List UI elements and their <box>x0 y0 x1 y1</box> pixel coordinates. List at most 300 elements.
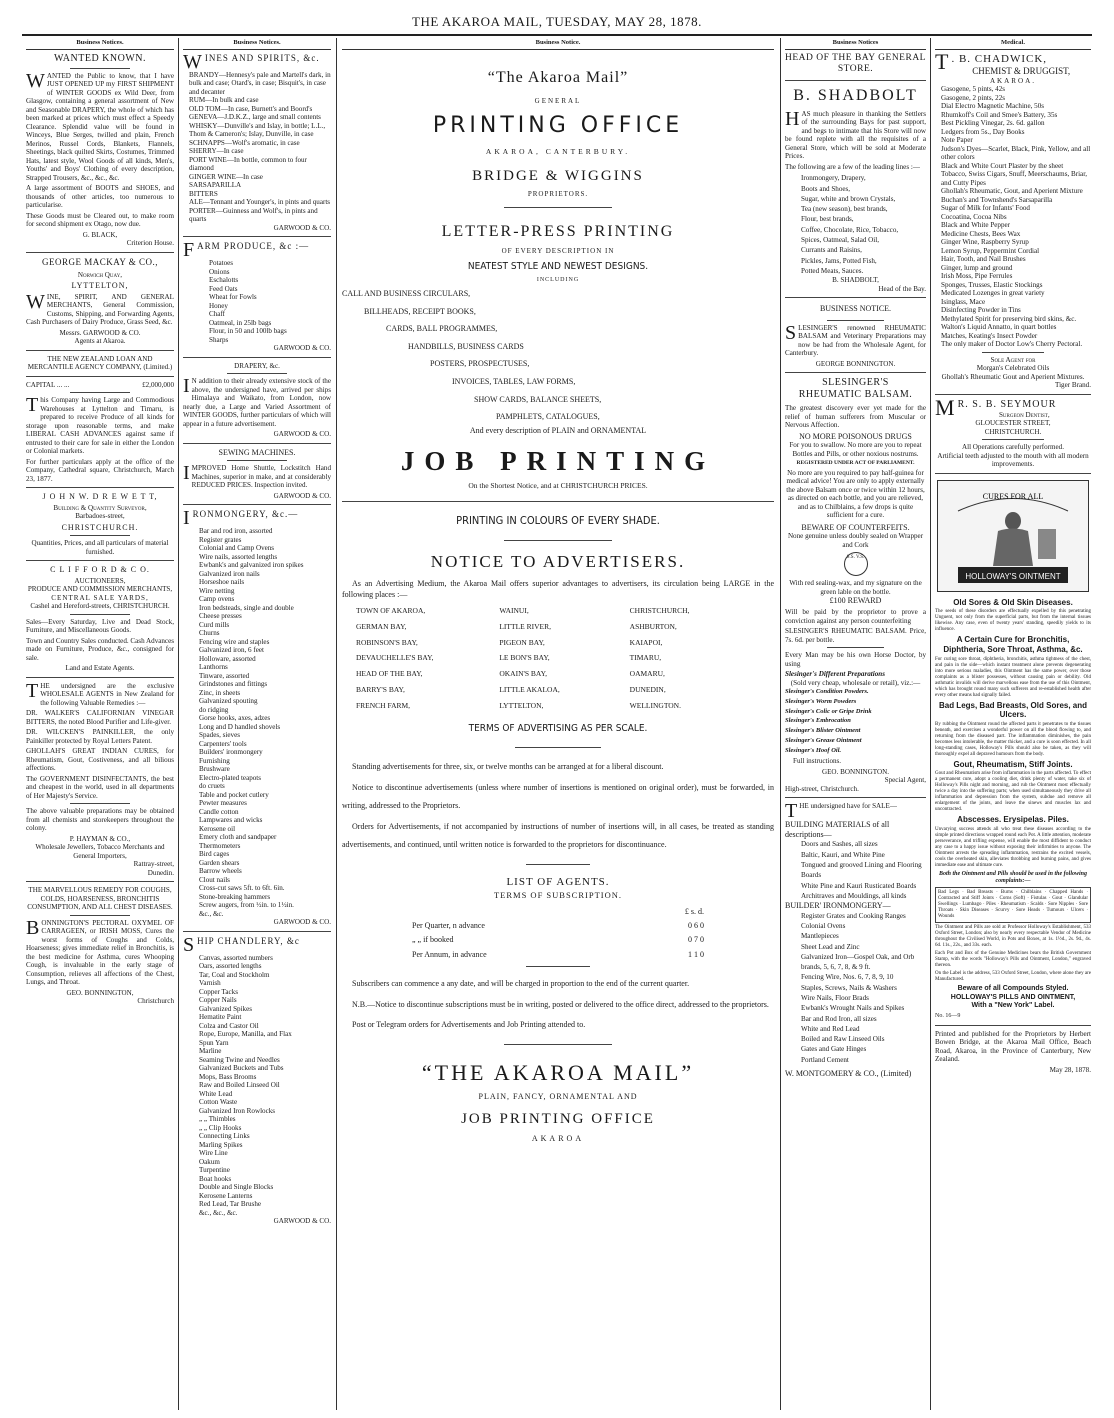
ship-item: Copper Tacks <box>199 987 238 996</box>
iron-item: do ridging <box>199 705 229 714</box>
ship-item: Colza and Castor Oil <box>199 1021 259 1030</box>
farm-item: Onions <box>209 267 230 276</box>
beware-body: None genuine unless doubly sealed on Wrapper and Cork <box>787 532 924 549</box>
akaroa-mail-title-2: “THE AKAROA MAIL” <box>421 1060 695 1086</box>
wanted-title: WANTED KNOWN. <box>53 52 147 64</box>
ship-item: „ „ Clip Hooks <box>199 1123 242 1132</box>
h-pills: HOLLOWAY'S PILLS AND OINTMENT, <box>950 993 1076 1001</box>
nb-note: N.B.—Notice to discontinue subscriptions must be in writing, posted or delivered to the office direct, addressed to the proprietors. <box>352 999 769 1009</box>
town-name: TOWN OF AKAROA, <box>356 606 426 616</box>
hayman-item: The GOVERNMENT DISINFECTANTS, the best and cheapest in the world, used in all departments of Her Majesty's Service. <box>26 774 174 800</box>
shortest-notice: On the Shortest Notice, and at CHRISTCHURCH PRICES. <box>468 481 648 491</box>
chadwick-item: Methylated Spirit for preserving bird skins, &c. <box>941 314 1077 323</box>
h-sores-body: The seeds of these disorders are effectually expelled by this penetrating Unguent, not only from the superficial parts, but from the internal tissues likewise. Any case, even of twenty years' standing, speedily yields to its influence. <box>935 609 1091 633</box>
subs-row: Per Quarter, n advance 0 6 0 <box>412 921 704 931</box>
ship-item: Galvanized Buckets and Tubs <box>199 1064 284 1073</box>
builder-item: Colonial Ovens <box>801 922 846 931</box>
iron-item: Table and pocket cutlery <box>199 790 269 799</box>
sale-ad: THE undersigned have for SALE— <box>785 800 897 823</box>
wanted-ad-2: A large assortment of BOOTS and SHOES, and thousands of other articles, too numerous to particularise. <box>26 184 174 210</box>
iron-item: Emery cloth and sandpaper <box>199 833 277 842</box>
h-stamp: Each Pot and Box of the Genuine Medicines bears the British Government Stamp, with the words "Holloway's Pills and Ointment, London," engraved thereon. <box>935 951 1091 969</box>
black-place: Criterion House. <box>126 239 174 248</box>
town-name: OKAIN'S BAY, <box>499 669 547 679</box>
iron-item: Ewbank's and galvanized iron spikes <box>199 561 304 570</box>
farm-item: Flour, in 50 and 100lb bags <box>209 327 287 336</box>
column-3 <box>342 38 774 1410</box>
iron-item: Gorse hooks, axes, adzes <box>199 714 271 723</box>
wine-item: SCHNAPPS—Wolf's aromatic, in case <box>189 138 300 147</box>
farm-item: Honey <box>209 301 228 310</box>
h-gout-body: Gout and Rheumatism arise from inflammation in the parts affected. To effect a permanent cure, adopt a cooling diet, drink plenty of water, take six of Holloway's Pills night and morning, and rub the Ointment most effectually twice a day into the suffering parts; when used simultaneously they drive all inflammation and depression from the system, subdue and remove all enlargement of the joints, and leave the sinews and muscles lax and uncontracted. <box>935 771 1091 813</box>
chadwick-item: Ledgers from 5s., Day Books <box>941 127 1025 136</box>
iron-list <box>183 527 331 918</box>
iron-item: Electro-plated teapots <box>199 773 262 782</box>
garwood-sign: GARWOOD & CO. <box>273 344 331 353</box>
wine-item: WHISKY—Dunville's and Islay, in bottle; L.L., Thom & Cameron's; Islay, Dunville, in case <box>189 121 326 139</box>
ship-item: Galvanized Iron Rowlocks <box>199 1106 276 1115</box>
chadwick-item: Dial Electro Magnetic Machine, 50s <box>941 102 1045 111</box>
footer-date: May 28, 1878. <box>1049 1065 1091 1074</box>
print-items <box>342 285 774 426</box>
town-name: BARRY'S BAY, <box>356 684 405 694</box>
shadbolt-list <box>785 173 926 276</box>
printing-office: PRINTING OFFICE <box>432 113 684 139</box>
ship-item: Mops, Bass Brooms <box>199 1072 257 1081</box>
hayman-sub: Wholesale Jewellers, Tobacco Merchants and General Importers, <box>35 843 165 860</box>
slesinger-title: SLESINGER'S <box>822 377 889 389</box>
towns-grid <box>342 606 774 710</box>
h-abs-body: Unvarying success attends all who treat these diseases according to the simple printed directions wrapped round each Pot. A little attention, moderate perseverance, and trifling expense, will enable the most diffident to conduct any case to a happy issue without exposing their infirmities to anyone. The Ointment arrests the spreading inflammation, restrains the excited vessels, cools the overheated skin, alleviates throbbing and burning pains, and gives immediate ease and ultimate cure. <box>935 826 1091 868</box>
print-item: BILLHEADS, RECEIPT BOOKS, <box>364 306 476 316</box>
chadwick-sub: CHEMIST & DRUGGIST, <box>972 65 1071 76</box>
holloway-illustration <box>937 480 1089 592</box>
ship-item: Tar, Coal and Stockholm <box>199 970 270 979</box>
seymour-town: CHRISTCHURCH. <box>984 427 1042 436</box>
chadwick-item: Rhumkoff's Coil and Smee's Battery, 35s <box>941 110 1058 119</box>
slesinger-disc: The greatest discovery ever yet made for the relief of human sufferers from Muscular or Nervous Affection. <box>785 404 926 430</box>
ship-item: Marline <box>199 1047 222 1056</box>
shadbolt-item: Tea (new season), best brands, <box>801 205 888 214</box>
iron-item: Bar and rod iron, assorted <box>199 527 273 536</box>
iron-item: Register grates <box>199 535 242 544</box>
ship-item: Spun Yarn <box>199 1038 229 1047</box>
iron-item: Furnishing <box>199 756 230 765</box>
column-rule <box>336 38 337 1410</box>
sole-agent: Sole Agent for <box>990 355 1036 364</box>
wine-item: GINGER WINE—In case <box>189 172 263 181</box>
ship-item: Oars, assorted lengths <box>199 962 262 971</box>
bonnington-ad: BONNINGTON'S PECTORAL OXYMEL OF CARRAGEEN, or IRISH MOSS, Cures the worst forms of Coughs and Colds, Hoarseness; gives immediate relief in Bronchitis, is the best medicine for Asthma, cures Whooping Cough, is invaluable in the early stage of Consumption, relieves all affections of the Chest, Lungs, and Throat. <box>26 916 174 987</box>
drapery-ad: I N addition to their already extensive stock of the above, the undersigned have, arrived per ships Himalaya and Waikato, from London, now nearly due, a Large and Varied Assortment of WINTER GOODS, further particulars of which will appear in a future advertisement. <box>183 375 331 428</box>
including: INCLUDING <box>536 277 580 284</box>
column-rule <box>930 38 931 1410</box>
h-cure-body: For curing sore throat, diphtheria, bronchitis, asthma tightness of the chest, and pain in the side—which instant treatment alone prevents degenerating into more serious maladies, this Ointment has the same power, over those complaints as a blister possesses, without causing pain or debility. Old asthmatic invalids will derive marvellous ease from the use of this Ointment, which has brought round many such sufferers and re-established health after every other means had signally failed. <box>935 656 1091 698</box>
hayman-item: DR. WILCKEN'S PAINKILLER, the only Painkiller protected by Royal Letters Patent. <box>26 728 174 745</box>
subs-row: Per Annum, in advance 1 1 0 <box>412 949 704 959</box>
no-more-title: NO MORE POISONOUS DRUGS <box>799 431 912 441</box>
seymour-sub: Surgeon Dentist, <box>998 410 1050 419</box>
chadwick-item: Walton's Liquid Annatto, in quart bottles <box>941 323 1057 332</box>
farm-item: Wheat for Fowls <box>209 293 257 302</box>
farm-item: Feed Oats <box>209 284 238 293</box>
ship-item: Double and Single Blocks <box>199 1183 274 1192</box>
ship-item: Marling Spikes <box>199 1140 243 1149</box>
iron-item: Wire nails, assorted lengths <box>199 552 278 561</box>
akaroa-mail-title: “The Akaroa Mail” <box>487 69 629 87</box>
shadbolt-item: Potted Meats, Sauces. <box>801 266 864 275</box>
job-printing-office: JOB PRINTING OFFICE <box>461 1111 655 1128</box>
post-note: Post or Telegram orders for Advertisements and Job Printing attended to. <box>352 1020 586 1029</box>
chadwick-item: Buchan's and Townshend's Sarsaparilla <box>941 195 1053 204</box>
akaroa-canterbury: AKAROA, CANTERBURY. <box>485 146 631 156</box>
farm-item: Oatmeal, in 25lb bags <box>209 318 272 327</box>
chadwick-item: Hair, Tooth, and Nail Brushes <box>941 255 1026 264</box>
column-2 <box>183 38 331 1410</box>
chadwick-item: Matches, Keating's Insect Powder <box>941 331 1038 340</box>
discontinue: Notice to discontinue advertisements (unless where number of insertions is mentioned on original order), must be forwarded, in writing, addressed to the Proprietors. <box>342 782 774 811</box>
town-name: LE BON'S BAY, <box>499 653 550 663</box>
bonnington-town: Christchurch <box>137 997 174 1006</box>
clifford-title: C L I F F O R D & C O. <box>50 565 150 575</box>
drewett-street: Barbadoes-street, <box>75 512 125 521</box>
hayman-item: GHOLLAH'S GREAT INDIAN CURES, for Rheumatism, Gout, Costiveness, and all bilious affections. <box>26 747 174 773</box>
builder-item: Ewbank's Wrought Nails and Spikes <box>801 1004 905 1013</box>
colours: PRINTING IN COLOURS OF EVERY SHADE. <box>456 513 660 527</box>
mackay-agents-2: Agents at Akaroa. <box>74 337 126 346</box>
town-name: OAMARU, <box>629 669 665 679</box>
proprietors: PROPRIETORS. <box>527 190 589 199</box>
building-item: Tongued and grooved Lining and Flooring Boards <box>801 861 922 880</box>
plain-fancy: PLAIN, FANCY, ORNAMENTAL AND <box>478 1091 638 1101</box>
reward-body: Will be paid by the proprietor to prove a conviction against any person counterfeiting <box>785 608 926 625</box>
column-rule <box>780 38 781 1410</box>
iron-item: Lanthorns <box>199 663 228 672</box>
town-name: GERMAN BAY, <box>356 621 407 631</box>
black-sign: G. BLACK, <box>82 230 118 239</box>
wanted-ad: WANTED the Public to know, that I have JUST OPENED UP my FIRST SHIPMENT of WINTER GOODS ex Wild Deer, from Glasgow, containing a general assortment of New and Seasonable DRAPERY, the whole of which has been marked at prices which must effect a Speedy Clearance. Splendid value will be found in Winceys, Blue Serges, twilled and plain, French Merinos, Russel Cords, Blankets, Flannels, Sheetings, black quilted Skirts, Costumes, Trimmed Hats, latest style, Wool Goods of all kinds, Men's, Youths' and Boys' Clothing of every description, Strapped Trousers, &c., &c., &c. <box>26 69 174 182</box>
shadbolt-item: Boots and Shoes, <box>801 184 851 193</box>
job-printing: JOB PRINTING <box>400 446 716 477</box>
chadwick-item: Ginger Wine, Raspberry Syrup <box>941 238 1029 247</box>
general-label: GENERAL <box>534 97 582 106</box>
wine-item: PORTER—Guinness and Wolf's, in pints and quarts <box>189 206 318 224</box>
builder-item: Wire Nails, Floor Brads <box>801 994 869 1003</box>
subs-table: £ s. d. Per Quarter, n advance 0 6 0 „ „ if booked 0 7 0 Per Annum, in advance 1 1 0 <box>408 905 708 963</box>
wine-item: BRANDY—Hennesy's pale and Martell's dark, in bulk and case; Otard's, in case; Bisquit's, in case and decanter <box>189 70 331 96</box>
beware-title: BEWARE OF COUNTERFEITS. <box>801 522 910 532</box>
iron-item: Pewter measures <box>199 799 247 808</box>
builder-item: Portland Cement <box>801 1055 849 1064</box>
every-plain: And every description of PLAIN and ORNAMENTAL <box>469 425 647 435</box>
town-name: LITTLE RIVER, <box>499 621 551 631</box>
full-instructions: Full instructions. <box>793 757 842 766</box>
iron-item: Long and D handled shovels <box>199 722 281 731</box>
hayman-item: DR. WALKER'S CALIFORNIAN VINEGAR BITTERS, the noted Blood Purifier and Life-giver. <box>26 709 174 726</box>
builder-item: Boiled and Raw Linseed Oils <box>801 1035 885 1044</box>
clifford-body: Sales—Every Saturday, Live and Dead Stock, Furniture, and Miscellaneous Goods. <box>26 617 174 635</box>
town-name: LYTTELTON, <box>499 700 544 710</box>
svg-text:HOLLOWAY'S OINTMENT: HOLLOWAY'S OINTMENT <box>965 571 1061 581</box>
price-line: SLESINGER'S RHEUMATIC BALSAM. Price, 7s. 6d. per bottle. <box>785 627 926 644</box>
every-description: OF EVERY DESCRIPTION IN <box>501 247 615 256</box>
garwood-sign: GARWOOD & CO. <box>273 223 331 232</box>
shadbolt-ad-2: The following are a few of the leading lines :— <box>785 162 920 171</box>
mackay-town: LYTTELTON, <box>71 281 129 291</box>
nzloan-title: THE NEW ZEALAND LOAN AND MERCANTILE AGENCY COMPANY, (Limited.) <box>27 354 173 372</box>
shadbolt-ad: HAS much pleasure in thanking the Settlers of the surrounding Bays for past support, and begs to intimate that his Store will now be found replete with all the requisites of a General Store, which will be sold at Moderate Prices. <box>785 107 926 161</box>
chadwick-item: Tobacco, Swiss Cigars, Snuff, Meerschaums, Briar, and Cutty Pipes <box>941 170 1088 187</box>
garwood-sign: GARWOOD & CO. <box>273 430 331 439</box>
town-name: ASHBURTON, <box>629 621 677 631</box>
chadwick-item: Disinfecting Powder in Tins <box>941 306 1021 315</box>
ship-item: Wire Line <box>199 1149 228 1158</box>
diff-prep: Slesinger's Different Preparations <box>785 670 885 679</box>
wines-list <box>183 71 331 224</box>
section-header: Medical. <box>935 38 1091 50</box>
hayman-body-2: The above valuable preparations may be obtained from all chemists and storekeepers throughout the colony. <box>26 807 174 833</box>
standing: Standing advertisements for three, six, or twelve months can be arranged at for a liberal discount. <box>352 762 664 772</box>
iron-item: Galvanized iron, 6 feet <box>199 646 264 655</box>
town-name: WELLINGTON. <box>629 700 681 710</box>
iron-item: Churns <box>199 629 220 638</box>
garwood-sign: GARWOOD & CO. <box>273 491 331 500</box>
section-header: Business Notice. <box>342 38 774 50</box>
ship-item: Varnish <box>199 979 221 988</box>
building-title: BUILDING MATERIALS of all descriptions— <box>785 820 890 839</box>
print-item: HANDBILLS, BUSINESS CARDS <box>408 341 524 351</box>
wine-item: BITTERS <box>189 189 218 198</box>
capital-line: CAPITAL ... ... £2,000,000 <box>26 380 174 389</box>
builder-item: Gates and Gate Hinges <box>801 1045 867 1054</box>
sole-body: Morgan's Celebrated Oils <box>976 364 1050 373</box>
mackay-ad: WINE, SPIRIT, AND GENERAL MERCHANTS, General Commission, Customs, Shipping, and Forwarding Agents, Cash Purchasers of Dairy Produce, Grass Seed, &c. <box>26 290 174 327</box>
seymour-title: M R. S. B. SEYMOUR <box>935 394 1057 420</box>
iron-item: Builders' ironmongery <box>199 748 263 757</box>
iron-item: Horseshoe nails <box>199 578 245 587</box>
clifford-body-2: Town and Country Sales conducted. Cash Advances made on Furniture, Produce, &c., consigned for sale. <box>26 636 174 662</box>
iron-item: Cheese presses <box>199 612 242 621</box>
builder-item: Mantlepieces <box>801 932 839 941</box>
chadwick-title: T . B. CHADWICK, <box>935 48 1048 74</box>
prep-item: Slesinger's Worm Powders <box>785 697 857 705</box>
chadwick-item: Ginger, lump and ground <box>941 263 1013 272</box>
iron-item: &c., &c. <box>199 909 224 918</box>
terms-label: TERMS OF ADVERTISING AS PER SCALE. <box>468 723 648 735</box>
h-legs: Bad Legs, Bad Breasts, Old Sores, and Ulcers. <box>938 700 1088 720</box>
prep-item: Slesinger's Embrocation <box>785 717 851 725</box>
ship-item: Cotton Waste <box>199 1098 238 1107</box>
hayman-ad: THE undersigned are the exclusive WHOLESALE AGENTS in New Zealand for the following Valuable Remedies :— <box>26 679 174 707</box>
iron-item: Barrow wheels <box>199 867 242 876</box>
iron-item: Colonial and Camp Ovens <box>199 544 275 553</box>
drewett-sub: Building & Quantity Surveyor, <box>53 503 147 512</box>
drewett-body: Quantities, Prices, and all particulars of material furnished. <box>31 539 169 556</box>
builder-item: Staples, Screws, Nails & Washers <box>801 983 897 992</box>
iron-item: Holloware, assorted <box>199 654 256 663</box>
shadbolt-item: Coffee, Chocolate, Rice, Tobacco, <box>801 225 899 234</box>
geo-sign: GEO. BONNINGTON. <box>821 767 890 776</box>
chadwick-item: Irish Moss, Pipe Ferrules <box>941 272 1013 281</box>
chadwick-item: The only maker of Doctor Low's Cherry Pectoral. <box>941 340 1083 349</box>
mackay-agents: Messrs. GARWOOD & CO. <box>59 328 141 337</box>
hob-title: HEAD OF THE BAY GENERAL STORE. <box>785 52 926 75</box>
iron-item: Kerosene oil <box>199 824 236 833</box>
iron-item: Bird cages <box>199 850 230 859</box>
diff-prep-body: (Sold very cheap, wholesale or retail), viz.:— <box>790 678 921 687</box>
wine-item: SHERRY—In case <box>189 147 244 156</box>
reward: £100 REWARD <box>829 596 882 606</box>
nzloan-ad: This Company having Large and Commodious Warehouses at Lyttelton and Timaru, is prepared to receive Produce of all kinds for storage upon reasonable terms, and make LIBERAL CASH ADVANCES against same if entrusted to their care for sale in either the London or Colonial markets. <box>26 394 174 456</box>
ship-item: Rope, Europe, Manilla, and Flax <box>199 1030 292 1039</box>
bridge-wiggins: BRIDGE & WIGGINS <box>472 167 644 184</box>
no-more-body: For you to swallow. No more are you to repeat Bottles and Pills, or other noxious nostrums. <box>789 441 922 458</box>
column-rule <box>178 38 179 1410</box>
marvel-title: THE MARVELLOUS REMEDY FOR COUGHS, COLDS, HOARSENESS, BRONCHITIS CONSUMPTION, AND ALL CHEST DISEASES. <box>27 886 173 912</box>
section-header: Business Notices <box>785 38 926 50</box>
iron-item: Carpenters' tools <box>199 739 247 748</box>
chadwick-item: Note Paper <box>941 136 973 145</box>
wine-item: OLD TOM—In case, Burnett's and Boord's <box>189 104 313 113</box>
no-more-body-2: No more are you required to pay half-guinea for medical advice! You are only to apply externally the above Balsam once or twice within 12 hours, as directed on each bottle, and you are relieved, and as to Chilblains, a few drops is quite sufficient for a cure. <box>786 468 925 520</box>
shadbolt-item: Ironmongery, Drapery, <box>801 174 866 183</box>
seal-icon: S.S. V.S. <box>844 552 868 576</box>
iron-item: Galvanized iron nails <box>199 569 260 578</box>
registered: REGISTERED UNDER ACT OF PARLIAMENT. <box>796 460 915 467</box>
iron-item: Cross-cut saws 5ft. to 6ft. 6in. <box>199 884 285 893</box>
chadwick-item: Black and White Court Plaster by the sheet <box>941 161 1064 170</box>
shadbolt-item: Sugar, white and brown Crystals, <box>801 194 896 203</box>
builder-list <box>785 911 926 1065</box>
tiger-brand: Tiger Brand. <box>1055 381 1091 390</box>
iron-item: Lampwares and wicks <box>199 816 263 825</box>
clifford-body-3: Land and Estate Agents. <box>65 664 135 673</box>
h-label: On the Label is the address, 533 Oxford Street, London, where alone they are Manufactured. <box>935 971 1091 983</box>
farm-item: Chaff <box>209 310 226 319</box>
builder-item: White and Red Lead <box>801 1024 860 1033</box>
iron-item: Wire netting <box>199 586 235 595</box>
town-name: DUNEDIN, <box>629 684 666 694</box>
section-header: Business Notices. <box>183 38 331 50</box>
h-beware: Beware of all Compounds Styled. <box>957 985 1069 993</box>
special-agent: Special Agent, <box>884 776 926 785</box>
issue-number: No. 16—9 <box>935 1013 961 1020</box>
building-item: Architraves and Mouldings, all kinds <box>801 891 907 900</box>
town-name: LITTLE AKALOA, <box>499 684 560 694</box>
chadwick-item: Gasogene, 5 pints, 42s <box>941 85 1006 94</box>
wanted-ad-3: These Goods must be Cleared out, to make room for second shipment ex Otago, now due. <box>26 211 174 229</box>
wines-title: WINES AND SPIRITS, &c. <box>183 50 320 73</box>
clifford-sub-3: CENTRAL SALE YARDS, <box>51 593 149 602</box>
chadwick-item: Sponges, Trusses, Elastic Stockings <box>941 280 1043 289</box>
wine-item: ALE—Tennant and Younger's, in pints and quarts <box>189 198 331 207</box>
akaroa-footer: AKAROA <box>531 1133 585 1143</box>
drewett-town: CHRISTCHURCH. <box>61 522 139 532</box>
building-item: Doors and Sashes, all sizes <box>801 840 878 849</box>
iron-item: Stone-breaking hammers <box>199 892 271 901</box>
hayman-town: Dunedin. <box>147 868 174 877</box>
ship-item: Boat hooks <box>199 1174 232 1183</box>
garwood-sign: GARWOOD & CO. <box>273 1217 331 1226</box>
h-table: Bad Legs · Bad Breasts · Burns · Chilblains · Chapped Hands · Contracted and Stiff Joints · Corns (Soft) · Fistulas · Gout · Glandular Swellings · Lumbago · Piles · Rheumatism · Scalds · Sore Nipples · Sore Throats · Skin Diseases · Scurvy · Sore Heads · Tumours · Ulcers · Wounds <box>935 887 1091 923</box>
iron-item: Galvanized spouting <box>199 697 258 706</box>
hayman-sign: P. HAYMAN & CO., <box>69 834 131 843</box>
ship-title: SHIP CHANDLERY, &c <box>183 933 300 956</box>
prep-item: Slesinger's Blister Ointment <box>785 727 861 735</box>
town-name: PIGEON BAY, <box>499 637 545 647</box>
print-item: POSTERS, PROSPECTUSES, <box>430 359 530 369</box>
subs-note: Subscribers can commence a any date, and will be charged in proportion to the end of the current quarter. <box>352 979 690 989</box>
farm-title: FARM PRODUCE, &c :— <box>183 239 310 262</box>
building-item: Baltic, Kauri, and White Pine <box>801 850 885 859</box>
h-abs: Abscesses. Erysipelas. Piles. <box>957 815 1069 825</box>
svg-text:CURES FOR ALL: CURES FOR ALL <box>982 491 1044 501</box>
ship-item: „ „ Thimbles <box>199 1115 236 1124</box>
drewett-title: J O H N W. D R E W E T T, <box>42 492 158 502</box>
chadwick-item: Black and White Pepper <box>941 221 1011 230</box>
slesinger-title-2: RHEUMATIC BALSAM. <box>798 389 913 401</box>
chadwick-item: Cocoatina, Cocoa Nibs <box>941 212 1007 221</box>
town-name: TIMARU, <box>629 653 662 663</box>
chadwick-list <box>935 85 1091 349</box>
print-item: INVOICES, TABLES, LAW FORMS, <box>452 376 576 386</box>
orders: Orders for Advertisements, if not accompanied by instructions of number of insertions will, in all cases, be treated as standing advertisements, and continued, until written notice is forwarded to the proprietors for discontinuance. <box>342 821 774 849</box>
iron-item: Clout nails <box>199 875 230 884</box>
chadwick-item: Ghollah's Rheumatic, Gout, and Aperient Mixture <box>941 187 1083 196</box>
chadwick-item: Best Pickling Vinegar, 2s. 6d. gallon <box>941 119 1045 128</box>
preps-list <box>785 687 926 755</box>
town-name: KAIAPOI, <box>629 637 663 647</box>
wine-item: SARSAPARILLA <box>189 181 242 190</box>
ship-item: Oakum <box>199 1157 220 1166</box>
wine-item: RUM—In bulk and case <box>189 96 259 105</box>
builder-item: Register Grates and Cooking Ranges <box>801 911 906 920</box>
masthead-rule <box>22 34 1092 36</box>
farm-item: Sharps <box>209 335 229 344</box>
masthead: THE AKAROA MAIL, TUESDAY, MAY 28, 1878. <box>412 14 702 29</box>
town-name: DEVAUCHELLE'S BAY, <box>356 653 434 663</box>
iron-item: Camp ovens <box>199 595 235 604</box>
iron-item: do cruets <box>199 782 225 791</box>
notice-title: NOTICE TO ADVERTISERS. <box>430 552 686 572</box>
mackay-title: GEORGE MACKAY & CO., <box>41 256 159 267</box>
h-sores: Old Sores & Old Skin Diseases. <box>953 597 1073 607</box>
column-4 <box>785 38 926 1410</box>
section-header: Business Notices. <box>26 38 174 50</box>
ship-item: Seaming Twine and Needles <box>199 1055 280 1064</box>
business-notice: BUSINESS NOTICE. <box>819 304 892 314</box>
builder-item: Bar and Rod Iron, all sizes <box>801 1014 877 1023</box>
print-item: SHOW CARDS, BALANCE SHEETS, <box>474 394 602 404</box>
garwood-sign: GARWOOD & CO. <box>273 918 331 927</box>
iron-item: Spades, sieves <box>199 731 240 740</box>
print-item: PAMPHLETS, CATALOGUES, <box>496 412 600 422</box>
seymour-body: All Operations carefully performed. <box>961 443 1065 452</box>
farm-item: Eschalotts <box>209 276 239 285</box>
sewing-title: SEWING MACHINES. <box>218 447 296 457</box>
ship-item: Canvas, assorted numbers <box>199 953 273 962</box>
chadwick-item: Gasogene, 2 pints, 22s <box>941 93 1006 102</box>
montgomery-sign: W. MONTGOMERY & CO., (Limited) <box>785 1068 912 1078</box>
iron-item: Grindstones and fittings <box>199 680 268 689</box>
farm-list <box>183 259 331 344</box>
builder-item: Sheet Lead and Zinc <box>801 942 860 951</box>
clifford-sub: AUCTIONEERS, <box>74 576 126 585</box>
nzloan-ad-2: For further particulars apply at the office of the Company, Cathedral square, Christchurch, March 23, 1877. <box>26 457 174 483</box>
iron-item: Brushware <box>199 765 230 774</box>
wine-item: PORT WINE—In bottle, common to four diamond <box>189 155 307 173</box>
building-item: White Pine and Kauri Rusticated Boards <box>801 881 917 890</box>
